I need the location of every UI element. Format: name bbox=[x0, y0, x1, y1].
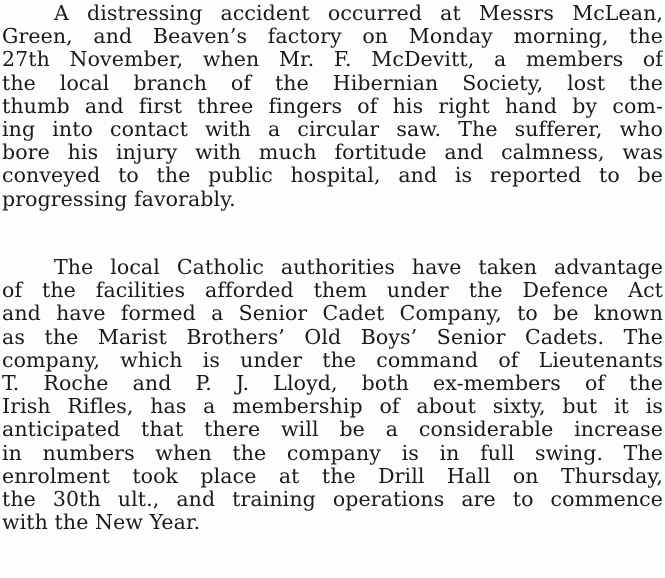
text-line: bore his injury with much fortitude and calmness, was bbox=[2, 141, 663, 165]
text-line: T. Roche and P. J. Lloyd, both ex-members of the bbox=[2, 371, 663, 395]
text-line: conveyed to the public hospital, and is reported to be bbox=[2, 164, 663, 188]
text-line: with the New Year. bbox=[2, 511, 201, 535]
text-line: anticipated that there will be a considerable increase bbox=[2, 418, 663, 442]
text-line: enrolment took place at the Drill Hall on Thursday, bbox=[2, 464, 663, 488]
text-line: progressing favorably. bbox=[2, 187, 236, 211]
text-line: company, which is under the command of Lieutenants bbox=[2, 348, 663, 372]
text-line: thumb and first three fingers of his right hand by com- bbox=[2, 94, 663, 118]
text-line: in numbers when the company is in full swing. The bbox=[2, 441, 663, 465]
paragraph-cadets bbox=[2, 256, 663, 534]
text-line: of the facilities afforded them under the Defence Act bbox=[2, 279, 663, 303]
text-line: The local Catholic authorities have taken advantage bbox=[54, 256, 663, 279]
text-line: 27th November, when Mr. F. McDevitt, a members of bbox=[2, 48, 663, 72]
paragraph-accident bbox=[2, 2, 663, 211]
text-line: ing into contact with a circular saw. The sufferer, who bbox=[2, 117, 663, 141]
text-line: as the Marist Brothers’ Old Boys’ Senior Cadets. The bbox=[2, 325, 663, 349]
text-line: the 30th ult., and training operations are to commence bbox=[2, 487, 663, 511]
text-line: A distressing accident occurred at Messrs McLean, bbox=[54, 2, 663, 25]
text-line: Irish Rifles, has a membership of about sixty, but it is bbox=[2, 395, 663, 419]
text-line: and have formed a Senior Cadet Company, to be known bbox=[2, 302, 663, 326]
text-line: the local branch of the Hibernian Society, lost the bbox=[2, 71, 663, 95]
text-line: Green, and Beaven’s factory on Monday morning, the bbox=[2, 25, 663, 49]
